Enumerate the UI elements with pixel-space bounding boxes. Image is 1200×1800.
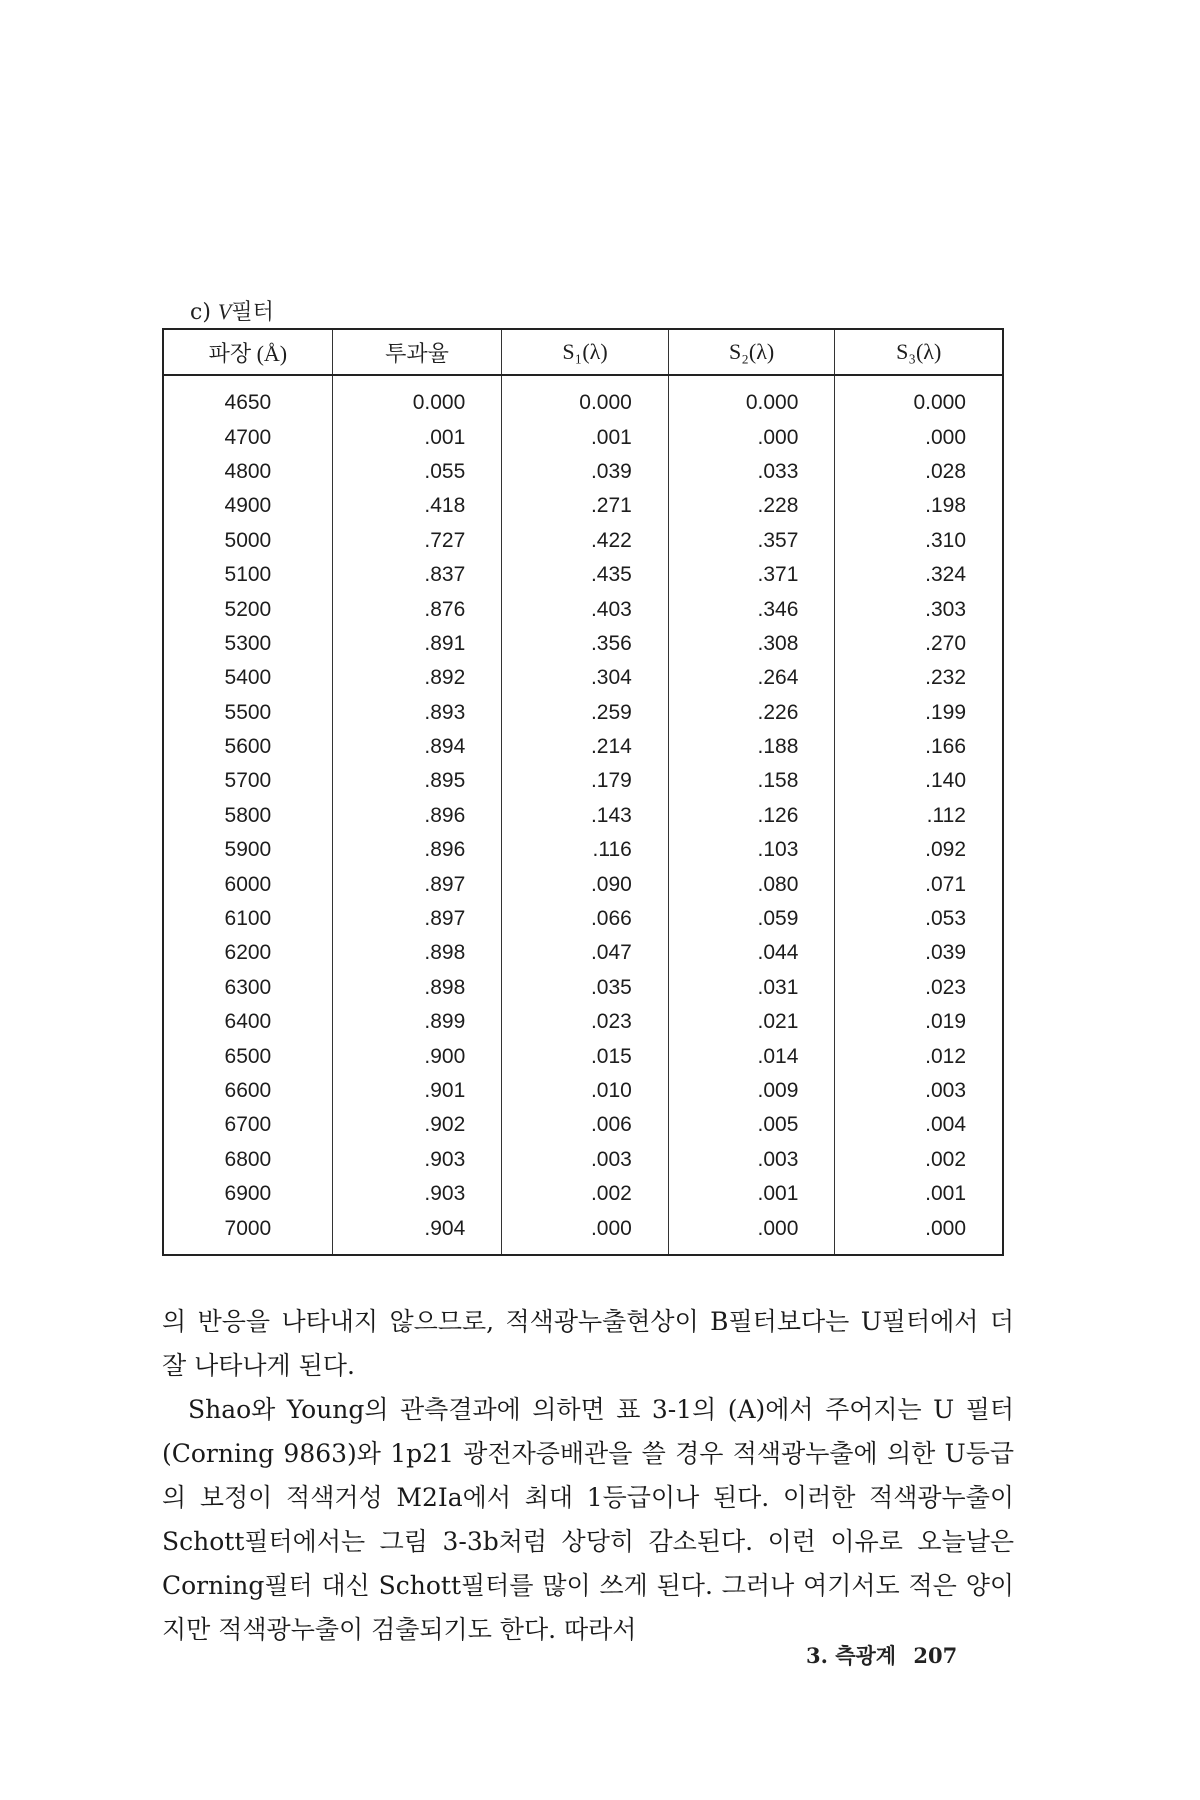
cell-s1: .047 <box>502 936 669 970</box>
cell-wavelength: 4700 <box>163 420 332 454</box>
header-s1: S₁(λ) <box>502 329 669 375</box>
cell-wavelength: 6600 <box>163 1074 332 1108</box>
cell-s1: .003 <box>502 1143 669 1177</box>
cell-wavelength: 6400 <box>163 1005 332 1039</box>
cell-s3: .232 <box>835 661 1003 695</box>
cell-transmittance: .001 <box>332 420 502 454</box>
cell-s3: .053 <box>835 902 1003 936</box>
table-row <box>163 1143 1003 1177</box>
cell-s1: .259 <box>502 696 669 730</box>
cell-s1: .035 <box>502 971 669 1005</box>
cell-s1: .435 <box>502 558 669 592</box>
cell-wavelength: 6300 <box>163 971 332 1005</box>
table-row <box>163 833 1003 867</box>
cell-wavelength: 5800 <box>163 799 332 833</box>
cell-s2: .033 <box>668 455 835 489</box>
cell-transmittance: .055 <box>332 455 502 489</box>
cell-s2: .003 <box>668 1143 835 1177</box>
cell-s2: .031 <box>668 971 835 1005</box>
cell-transmittance: .899 <box>332 1005 502 1039</box>
cell-s2: .126 <box>668 799 835 833</box>
cell-s1: .001 <box>502 420 669 454</box>
cell-wavelength: 4650 <box>163 375 332 420</box>
caption-filter-word: 필터 <box>231 300 274 325</box>
table-row <box>163 764 1003 798</box>
cell-s2: .000 <box>668 1211 835 1254</box>
cell-s2: .005 <box>668 1108 835 1142</box>
cell-wavelength: 5500 <box>163 696 332 730</box>
cell-s2: .264 <box>668 661 835 695</box>
cell-s3: .071 <box>835 867 1003 901</box>
cell-transmittance: .896 <box>332 799 502 833</box>
table-row <box>163 627 1003 661</box>
cell-s2: .357 <box>668 524 835 558</box>
cell-s3: .112 <box>835 799 1003 833</box>
cell-s3: .198 <box>835 489 1003 523</box>
cell-s3: .028 <box>835 455 1003 489</box>
table-row <box>163 524 1003 558</box>
page-footer <box>806 1640 967 1670</box>
header-s2: S₂(λ) <box>668 329 835 375</box>
cell-s3: .003 <box>835 1074 1003 1108</box>
body-paragraph-2 <box>162 1388 1014 1652</box>
cell-s2: .226 <box>668 696 835 730</box>
cell-s1: .090 <box>502 867 669 901</box>
cell-transmittance: .903 <box>332 1143 502 1177</box>
paragraph-2-text: Shao와 Young의 관측결과에 의하면 표 3-1의 (A)에서 주어지는 U 필터(Corning 9863)와 1p21 광전자증배관을 쓸 경우 적색광누출에 의한 U등급의 보정이 적색거성 M2Ia에서 최대 1등급이나 된다. 이러한 적색광누출이 Schott필터에서는 그림 3-3b처럼 상당히 감소된다. 이런 이유로 오늘날은 Corning필터 대신 Schott필터를 많이 쓰게 된다. 그러나 여기서도 적은 양이지만 적색광누출이 검출되기도 한다. 따라서 <box>162 1395 1014 1644</box>
cell-s1: .039 <box>502 455 669 489</box>
cell-s3: .000 <box>835 1211 1003 1254</box>
cell-wavelength: 6800 <box>163 1143 332 1177</box>
cell-s1: .000 <box>502 1211 669 1254</box>
cell-wavelength: 5100 <box>163 558 332 592</box>
cell-s2: .001 <box>668 1177 835 1211</box>
cell-transmittance: .837 <box>332 558 502 592</box>
cell-wavelength: 6200 <box>163 936 332 970</box>
cell-s3: .199 <box>835 696 1003 730</box>
cell-s2: .188 <box>668 730 835 764</box>
cell-wavelength: 6900 <box>163 1177 332 1211</box>
cell-s1: .356 <box>502 627 669 661</box>
cell-s1: .066 <box>502 902 669 936</box>
body-paragraph-1 <box>162 1300 1014 1388</box>
cell-transmittance: .903 <box>332 1177 502 1211</box>
cell-s1: .179 <box>502 764 669 798</box>
cell-s3: .019 <box>835 1005 1003 1039</box>
table-row <box>163 1177 1003 1211</box>
cell-s3: 0.000 <box>835 375 1003 420</box>
cell-s2: .000 <box>668 420 835 454</box>
cell-s3: .000 <box>835 420 1003 454</box>
table-row <box>163 799 1003 833</box>
cell-transmittance: .727 <box>332 524 502 558</box>
cell-wavelength: 6000 <box>163 867 332 901</box>
cell-s1: .214 <box>502 730 669 764</box>
cell-transmittance: .896 <box>332 833 502 867</box>
table-row <box>163 867 1003 901</box>
table-row <box>163 1108 1003 1142</box>
cell-transmittance: .900 <box>332 1039 502 1073</box>
cell-s1: 0.000 <box>502 375 669 420</box>
cell-transmittance: .893 <box>332 696 502 730</box>
cell-s3: .303 <box>835 592 1003 626</box>
cell-transmittance: .895 <box>332 764 502 798</box>
cell-s3: .270 <box>835 627 1003 661</box>
cell-wavelength: 6500 <box>163 1039 332 1073</box>
table-row <box>163 902 1003 936</box>
cell-s3: .012 <box>835 1039 1003 1073</box>
cell-s2: .059 <box>668 902 835 936</box>
caption-prefix: c) <box>190 300 211 325</box>
cell-s1: .015 <box>502 1039 669 1073</box>
header-wavelength: 파장 (Å) <box>163 329 332 375</box>
filter-table-container <box>162 328 1004 1256</box>
cell-s2: .009 <box>668 1074 835 1108</box>
cell-s3: .092 <box>835 833 1003 867</box>
cell-transmittance: .876 <box>332 592 502 626</box>
table-row <box>163 1074 1003 1108</box>
cell-wavelength: 7000 <box>163 1211 332 1254</box>
cell-wavelength: 6700 <box>163 1108 332 1142</box>
cell-s3: .039 <box>835 936 1003 970</box>
table-row <box>163 971 1003 1005</box>
table-row <box>163 420 1003 454</box>
cell-s3: .023 <box>835 971 1003 1005</box>
cell-s1: .422 <box>502 524 669 558</box>
cell-s3: .002 <box>835 1143 1003 1177</box>
cell-s3: .140 <box>835 764 1003 798</box>
cell-s3: .166 <box>835 730 1003 764</box>
header-transmittance: 투과율 <box>332 329 502 375</box>
cell-transmittance: .891 <box>332 627 502 661</box>
cell-s1: .006 <box>502 1108 669 1142</box>
page-number: 207 <box>913 1643 958 1668</box>
cell-s1: .271 <box>502 489 669 523</box>
cell-s2: .371 <box>668 558 835 592</box>
cell-transmittance: .897 <box>332 902 502 936</box>
cell-s1: .304 <box>502 661 669 695</box>
table-row <box>163 696 1003 730</box>
cell-transmittance: .897 <box>332 867 502 901</box>
cell-s1: .010 <box>502 1074 669 1108</box>
table-row <box>163 730 1003 764</box>
cell-s1: .002 <box>502 1177 669 1211</box>
cell-s2: .080 <box>668 867 835 901</box>
cell-wavelength: 5300 <box>163 627 332 661</box>
cell-transmittance: .898 <box>332 971 502 1005</box>
cell-s2: .346 <box>668 592 835 626</box>
table-row <box>163 1005 1003 1039</box>
cell-s1: .143 <box>502 799 669 833</box>
cell-s2: .014 <box>668 1039 835 1073</box>
cell-s2: .103 <box>668 833 835 867</box>
cell-s2: .044 <box>668 936 835 970</box>
table-row <box>163 661 1003 695</box>
cell-s3: .324 <box>835 558 1003 592</box>
cell-s1: .403 <box>502 592 669 626</box>
cell-transmittance: .904 <box>332 1211 502 1254</box>
cell-wavelength: 5200 <box>163 592 332 626</box>
cell-transmittance: .901 <box>332 1074 502 1108</box>
cell-s3: .004 <box>835 1108 1003 1142</box>
cell-s2: .308 <box>668 627 835 661</box>
cell-transmittance: .902 <box>332 1108 502 1142</box>
cell-wavelength: 5000 <box>163 524 332 558</box>
cell-s3: .001 <box>835 1177 1003 1211</box>
cell-wavelength: 5600 <box>163 730 332 764</box>
cell-wavelength: 5700 <box>163 764 332 798</box>
table-row <box>163 375 1003 420</box>
table-row <box>163 936 1003 970</box>
table-row <box>163 1039 1003 1073</box>
cell-transmittance: .894 <box>332 730 502 764</box>
table-body <box>163 375 1003 1255</box>
table-row <box>163 592 1003 626</box>
table-row <box>163 558 1003 592</box>
table-header-row <box>163 329 1003 375</box>
cell-transmittance: .418 <box>332 489 502 523</box>
cell-s2: 0.000 <box>668 375 835 420</box>
cell-s1: .023 <box>502 1005 669 1039</box>
cell-s2: .021 <box>668 1005 835 1039</box>
cell-wavelength: 4900 <box>163 489 332 523</box>
footer-chapter: 3. 측광계 <box>806 1643 897 1668</box>
table-caption <box>190 295 274 326</box>
cell-transmittance: 0.000 <box>332 375 502 420</box>
caption-filter-letter: V <box>217 299 232 324</box>
cell-s2: .228 <box>668 489 835 523</box>
cell-wavelength: 5900 <box>163 833 332 867</box>
header-s3: S₃(λ) <box>835 329 1003 375</box>
cell-transmittance: .892 <box>332 661 502 695</box>
table-row <box>163 455 1003 489</box>
cell-wavelength: 5400 <box>163 661 332 695</box>
cell-s2: .158 <box>668 764 835 798</box>
cell-wavelength: 6100 <box>163 902 332 936</box>
cell-wavelength: 4800 <box>163 455 332 489</box>
v-filter-table <box>162 328 1004 1256</box>
table-row <box>163 489 1003 523</box>
cell-transmittance: .898 <box>332 936 502 970</box>
table-row <box>163 1211 1003 1254</box>
cell-s3: .310 <box>835 524 1003 558</box>
cell-s1: .116 <box>502 833 669 867</box>
paragraph-1-text: 의 반응을 나타내지 않으므로, 적색광누출현상이 B필터보다는 U필터에서 더 잘 나타나게 된다. <box>162 1307 1014 1380</box>
